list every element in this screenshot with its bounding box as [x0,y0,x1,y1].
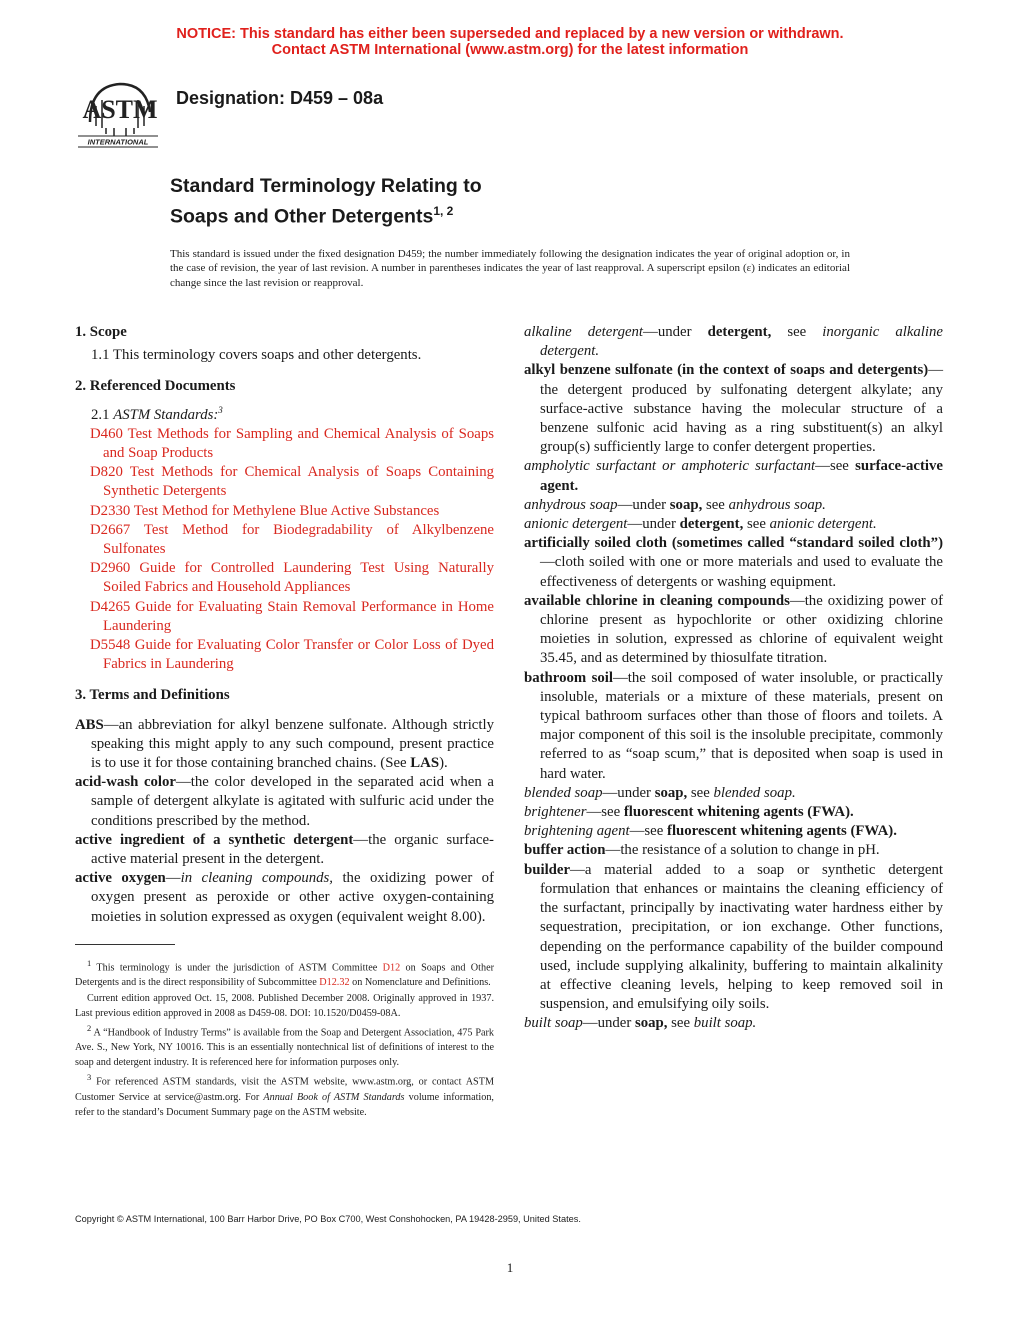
term-under: —under [602,784,655,801]
term-anhydrous-soap [524,496,943,515]
withdrawn-notice [0,26,1020,58]
term-brightening-agent [524,822,943,841]
title-footnote-marks: 1, 2 [433,204,454,218]
document-title [170,174,770,230]
footnote-2 [75,1021,494,1071]
term-bathroom-soil [524,669,943,784]
issued-note: This standard is issued under the fixed designation D459; the number immediately following the designation indicates the year of original adoption or, in the case of revision, the year of last revision. A number in parentheses indicates the year of last reapproval. A superscript epsilon (ε) indicates an editorial change since the last revision or reapproval. [170,248,850,289]
term-built-soap [524,1014,943,1033]
reference-code[interactable]: D2667 [90,521,131,538]
term-active-oxygen [75,869,494,927]
astm-standards-text: ASTM Standards: [113,406,219,423]
term-see: —see [629,823,668,840]
astm-standards-label [75,401,494,425]
notice-line-1: NOTICE: This standard has either been superseded and replaced by a new version or withdrawn. [176,26,844,42]
notice-line-2: Contact ASTM International (www.astm.org) for the latest information [271,42,749,58]
term-definition: —the organic surface-active material present in the detergent. [91,831,494,867]
term-see: see [702,496,729,513]
term-ampholytic-surfactant [524,457,943,495]
term-cross-ref: detergent, [707,324,772,340]
refdocs-heading: 2. Referenced Documents [75,378,236,395]
scope-text: 1.1 This terminology covers soaps and other detergents. [91,347,422,364]
term-name: brightener [524,804,587,821]
term-target: blended soap. [713,784,796,801]
reference-code[interactable]: D4265 [90,598,131,615]
term-name: available chlorine in cleaning compounds [524,592,790,609]
term-see: see [771,324,823,340]
reference-d2330[interactable] [75,502,494,521]
footnote-2-num: 2 [87,1022,92,1033]
title-line-2 [170,199,770,230]
term-name: alkaline detergent [524,324,644,340]
reference-title[interactable]: Guide for Evaluating Color Transfer or Color Loss of Dyed Fabrics in Laundering [103,636,494,673]
committee-link[interactable]: D12 [382,962,401,974]
term-see: —see [815,458,856,475]
subcommittee-link[interactable]: D12.32 [319,977,350,989]
term-see: see [743,516,770,533]
footnote-3-num: 3 [87,1072,92,1083]
term-definition: —the soil composed of water insoluble, or practically insoluble, materials or a mixture of these materials, present on typical bathroom surfaces other than those of floors and toilets. A major component of this soil is the insoluble precipitate, commonly referred to as “soap scum,” that is deposited when soap is used in hard water. [540,669,943,782]
reference-d5548[interactable] [75,636,494,674]
term-cross-ref: LAS [410,754,440,771]
logo-subtext: INTERNATIONAL [87,137,149,147]
term-anionic-detergent [524,515,943,534]
term-acid-wash-color [75,773,494,831]
term-see: see [667,1015,694,1032]
term-cross-ref: soap, [634,1015,668,1032]
reference-code[interactable]: D2330 [90,502,131,519]
term-definition: —the color developed in the separated acid when a sample of detergent alkylate is agitated with sulfuric acid under the conditions prescribed by the method. [91,774,494,829]
footnote-1-text-a: This terminology is under the jurisdiction of ASTM Committee [91,962,383,974]
reference-code[interactable]: D5548 [90,636,131,653]
term-active-ingredient [75,831,494,869]
title-line-2-text: Soaps and Other Detergents [170,205,434,228]
term-definition: —the resistance of a solution to change in pH. [605,842,880,859]
designation: Designation: D459 – 08a [176,88,384,108]
astm-logo-icon [76,76,160,150]
footnote-1-approval: Current edition approved Oct. 15, 2008. Published December 2008. Originally approved in 1937. Last previous edition approved in 2008 as D459-08. DOI: 10.1520/D0459-08A. [75,992,494,1019]
term-name: ampholytic surfactant or amphoteric surfactant [524,458,816,475]
term-definition: —an abbreviation for alkyl benzene sulfonate. Although strictly speaking this might apply to any such compound, present practice is to use it for those containing branched chains. (See [91,716,494,771]
term-brightener [524,803,943,822]
term-abs [75,716,494,774]
term-name: bathroom soil [524,669,613,686]
term-name: builder [524,861,571,878]
scope-heading: 1. Scope [75,324,127,340]
left-column [75,323,494,927]
page-number: 1 [506,1260,514,1275]
title-line-1: Standard Terminology Relating to [170,175,482,197]
term-definition: the oxidizing power of oxygen present as peroxide or other active oxygen-containing moieties in solution expressed as oxygen (equivalent weight 8.00). [91,870,494,925]
term-definition: —the detergent produced by sulfonating detergent alkylate; any surface-active substance having the molecular structure of a benzene sulfonic acid having as a ring substituent(s) an alkyl group(s) sufficiently large to confer detergent properties. [540,362,943,456]
astm-logo [76,76,160,150]
term-builder [524,861,943,1015]
term-buffer-action [524,841,943,860]
term-definition: —the oxidizing power of chlorine present as hypochlorite or other oxidizing chlorine moieties in solution, expressed as chlorine of equivalent weight 35.45, and as determined by thiosulfate titration. [540,592,944,667]
reference-title[interactable]: Test Method for Methylene Blue Active Substances [133,502,440,519]
footnote-3-italic: Annual Book of ASTM Standards [263,1091,405,1103]
term-under: —under [617,496,670,513]
footnote-3-text-b: volume information, refer to the standard’s Document Summary page on the ASTM website. [75,1091,494,1119]
term-cross-ref: soap, [669,496,703,513]
right-column [524,323,943,1034]
reference-code[interactable]: D460 [90,425,123,442]
term-name: active ingredient of a synthetic detergent [75,831,354,848]
reference-code[interactable]: D2960 [90,560,131,577]
reference-d2667[interactable] [75,521,494,559]
term-definition: —a material added to a soap or synthetic detergent formulation that enhances or maintains the cleaning efficiency of the surfactant, principally by inactivating water hardness either by sequestration, precipitation, or ion exchange. Other functions, depending on the performance capability of the builder compound used, include supplying alkalinity, buffering to maintain alkalinity at effective cleaning levels, helping to keep removed soil in suspension, and emulsifying oily soils. [540,861,943,1013]
term-target: built soap. [693,1015,757,1032]
reference-d460[interactable] [75,425,494,463]
reference-d4265[interactable] [75,598,494,636]
term-name: ABS [75,716,104,733]
term-name: anhydrous soap [524,496,618,513]
footnote-1 [75,956,494,991]
term-dash: — [165,870,181,887]
term-name: alkyl benzene sulfonate (in the context of soaps and detergents) [524,362,929,379]
term-cross-ref: detergent, [679,516,744,533]
reference-d2960[interactable] [75,559,494,597]
term-name: blended soap [524,784,603,801]
term-context: in cleaning compounds, [180,870,334,887]
term-cross-ref: surface-active agent. [540,458,943,494]
term-name: brightening agent [524,823,630,840]
reference-title[interactable]: Test Methods for Chemical Analysis of Soaps Containing Synthetic Detergents [103,464,495,500]
term-name: active oxygen [75,870,166,887]
reference-title[interactable]: Guide for Controlled Laundering Test Using Naturally Soiled Fabrics and Household Appliances [103,560,494,596]
term-available-chlorine [524,592,943,669]
footnote-3 [75,1070,494,1120]
term-blended-soap [524,784,943,803]
terms-heading: 3. Terms and Definitions [75,687,230,704]
term-see: see [687,784,714,801]
term-name: artificially soiled cloth (sometimes called “standard soiled cloth”) [524,535,943,552]
term-name: built soap [524,1015,583,1032]
astm-standards-num: 2.1 [91,406,114,423]
term-definition-end: ). [439,754,448,771]
term-target: inorganic alkaline detergent. [540,324,943,360]
reference-d820[interactable] [75,463,494,501]
copyright: Copyright © ASTM International, 100 Barr Harbor Drive, PO Box C700, West Conshohocken, PA 19428-2959, United States. [75,1214,581,1224]
footnote-rule [75,944,175,945]
reference-title[interactable]: Guide for Evaluating Stain Removal Performance in Home Laundering [103,598,494,634]
term-target: anhydrous soap. [728,496,826,513]
footnote-1-text-b: on Soaps and Other Detergents and is the direct responsibility of Subcommittee [75,962,494,989]
footnote-2-text: A “Handbook of Industry Terms” is available from the Soap and Detergent Association, 475 Park Ave. S., New York, NY 10016. This is an essentially nontechnical list of definitions of interest to the soap and detergent industry. It is referenced here for information purposes only. [75,1027,494,1069]
term-alkaline-detergent [524,323,943,361]
logo-text: ASTM [82,95,158,124]
reference-code[interactable]: D820 [90,464,123,481]
term-alkyl-benzene-sulfonate [524,361,943,457]
term-definition: —cloth soiled with one or more materials and used to evaluate the effectiveness of detergents or washing equipment. [540,554,943,590]
reference-title[interactable]: Test Methods for Sampling and Chemical Analysis of Soaps and Soap Products [103,425,494,461]
astm-standards-sup: 3 [218,404,223,415]
term-name: buffer action [524,842,606,859]
term-under: —under [643,324,708,340]
reference-title[interactable]: Test Method for Biodegradability of Alkylbenzene Sulfonates [103,521,494,557]
term-cross-ref: soap, [654,784,688,801]
term-artificially-soiled-cloth [524,534,943,592]
term-name: acid-wash color [75,774,176,791]
footnotes [75,956,494,1120]
footnote-1-num: 1 [87,958,92,968]
footnote-3-text-a: For referenced ASTM standards, visit the ASTM website, www.astm.org, or contact ASTM Customer Service at service@astm.org. For [75,1076,494,1103]
term-see: —see [586,804,624,821]
term-target: anionic detergent. [769,516,877,533]
footnote-1-text-c: on Nomenclature and Definitions. [349,977,491,989]
term-name: anionic detergent [524,516,628,533]
term-under: —under [627,516,680,533]
term-cross-ref: fluorescent whitening agents (FWA). [667,823,897,840]
term-under: —under [582,1015,635,1032]
term-cross-ref: fluorescent whitening agents (FWA). [623,804,854,821]
